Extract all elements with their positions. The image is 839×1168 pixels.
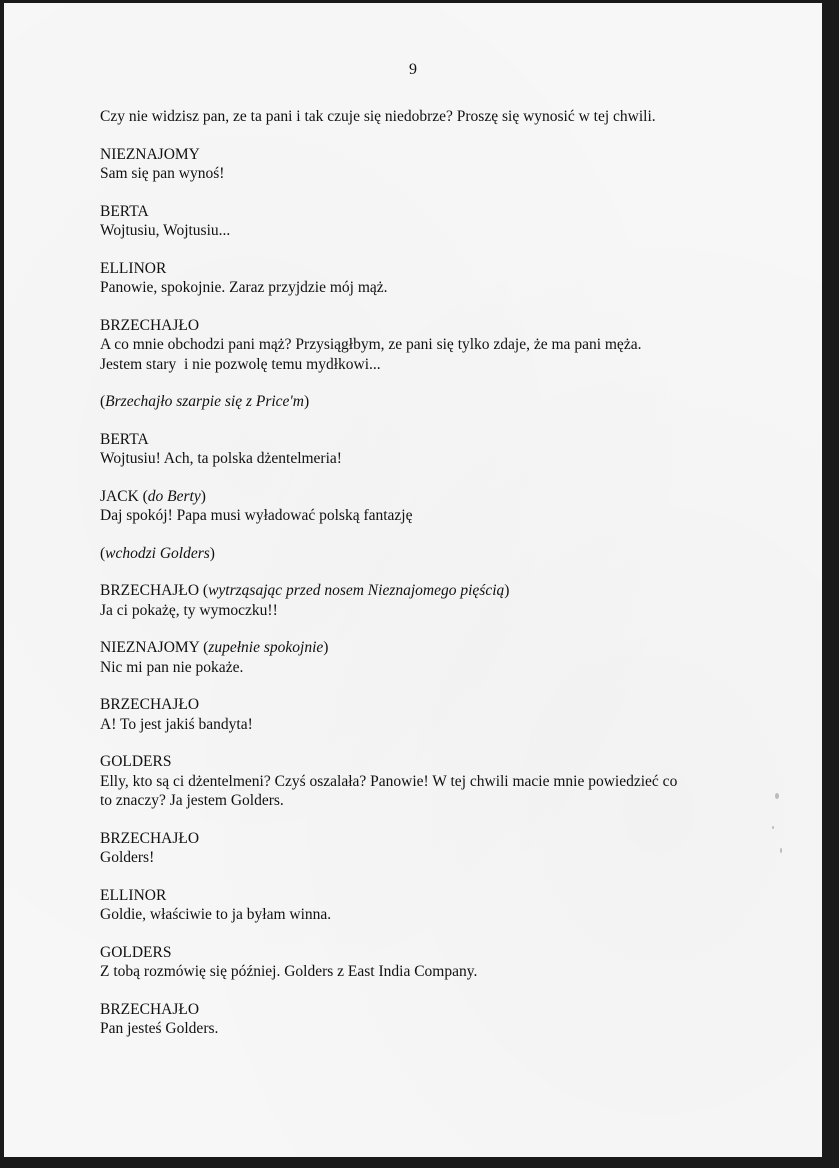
line-text: Czy nie widzisz pan, ze ta pani i tak czuje się niedobrze? Proszę się wynosić w tej chwili.: [100, 108, 656, 125]
line-text: ): [200, 487, 206, 505]
line-text: ): [209, 544, 215, 562]
script-text: [100, 107, 740, 1057]
text-line: [100, 791, 740, 811]
line-text: Jestem stary i nie pozwolę temu mydłkowi...: [100, 355, 381, 373]
text-line: [100, 259, 740, 279]
dialogue-block: [100, 943, 740, 982]
text-line: [100, 430, 740, 450]
text-line: [100, 601, 740, 621]
dialogue-block: [100, 886, 740, 925]
line-text: Daj spokój! Papa musi wyładować polską fantazję: [100, 507, 413, 524]
text-line: [100, 506, 740, 526]
line-text: NIEZNAJOMY: [100, 145, 200, 163]
text-line: [100, 962, 740, 982]
stage-direction-text: Brzechajło szarpie się z Price'm: [105, 393, 304, 410]
dialogue-block: [100, 695, 740, 734]
text-line: [100, 278, 740, 298]
text-line: [100, 658, 740, 678]
line-text: Goldie, właściwie to ja byłam winna.: [100, 906, 332, 923]
dialogue-block: [100, 638, 740, 677]
dialogue-block: [100, 581, 740, 620]
line-text: BERTA: [100, 202, 149, 220]
text-line: [100, 695, 740, 715]
dialogue-block: [100, 202, 740, 241]
stage-direction-text: wchodzi Golders: [105, 544, 210, 562]
text-line: [100, 905, 740, 925]
text-line: [100, 715, 740, 735]
line-text: BRZECHAJŁO: [100, 696, 200, 713]
line-text: BERTA: [100, 430, 149, 448]
text-line: [100, 1019, 740, 1039]
line-text: GOLDERS: [100, 753, 172, 770]
dialogue-block: [100, 829, 740, 868]
text-line: [100, 772, 740, 792]
line-text: BRZECHAJŁO: [100, 829, 200, 847]
text-line: [100, 355, 740, 375]
line-text: Wojtusiu, Wojtusiu...: [100, 222, 231, 239]
dialogue-block: [100, 430, 740, 469]
text-line: [100, 544, 740, 564]
dialogue-block: [100, 107, 740, 127]
scan-speck: [780, 848, 782, 853]
line-text: ELLINOR: [100, 259, 167, 277]
line-text: (: [100, 393, 106, 410]
dialogue-block: [100, 544, 740, 564]
dialogue-block: [100, 487, 740, 526]
line-text: ): [504, 582, 510, 599]
document-page: [4, 3, 822, 1157]
page-number: 9: [409, 61, 417, 78]
line-text: JACK (: [100, 487, 148, 505]
text-line: [100, 145, 740, 165]
stage-direction-text: zupełnie spokojnie: [208, 639, 324, 656]
line-text: A co mnie obchodzi pani mąż? Przysiągłbym, ze pani się tylko zdaje, że ma pani męża.: [100, 336, 642, 353]
line-text: ELLINOR: [100, 886, 167, 904]
line-text: BRZECHAJŁO: [100, 316, 200, 334]
stage-direction-text: wytrząsając przed nosem Nieznajomego pięścią: [208, 582, 505, 599]
line-text: Ja ci pokażę, ty wymoczku!!: [100, 601, 278, 619]
line-text: A! To jest jakiś bandyta!: [100, 715, 253, 733]
line-text: BRZECHAJŁO: [100, 1000, 200, 1018]
text-line: [100, 581, 740, 601]
line-text: to znaczy? Ja jestem Golders.: [100, 792, 284, 809]
text-line: [100, 221, 740, 241]
scan-speck: [772, 826, 774, 829]
line-text: BRZECHAJŁO (: [100, 582, 209, 599]
line-text: Panowie, spokojnie. Zaraz przyjdzie mój mąż.: [100, 279, 388, 296]
text-line: [100, 335, 740, 355]
dialogue-block: [100, 259, 740, 298]
line-text: Golders!: [100, 849, 155, 866]
line-text: NIEZNAJOMY (: [100, 639, 209, 656]
line-text: ): [323, 639, 329, 656]
dialogue-block: [100, 392, 740, 412]
text-line: [100, 848, 740, 868]
line-text: GOLDERS: [100, 943, 172, 961]
text-line: [100, 487, 740, 507]
text-line: [100, 638, 740, 658]
line-text: Wojtusiu! Ach, ta polska dżentelmeria!: [100, 450, 342, 467]
dialogue-block: [100, 145, 740, 184]
line-text: Elly, kto są ci dżentelmeni? Czyś oszalała? Panowie! W tej chwili macie mnie powiedzieć co: [100, 772, 678, 790]
text-line: [100, 449, 740, 469]
text-line: [100, 752, 740, 772]
line-text: (: [100, 544, 106, 562]
dialogue-block: [100, 1000, 740, 1039]
text-line: [100, 829, 740, 849]
text-line: [100, 392, 740, 412]
text-line: [100, 107, 740, 127]
text-line: [100, 1000, 740, 1020]
line-text: Pan jesteś Golders.: [100, 1020, 219, 1037]
line-text: Nic mi pan nie pokaże.: [100, 658, 244, 676]
line-text: Sam się pan wynoś!: [100, 165, 225, 182]
text-line: [100, 316, 740, 336]
dialogue-block: [100, 752, 740, 811]
text-line: [100, 943, 740, 963]
dialogue-block: [100, 316, 740, 375]
text-line: [100, 886, 740, 906]
scan-speck: [775, 793, 779, 799]
line-text: Z tobą rozmówię się później. Golders z East India Company.: [100, 963, 478, 980]
text-line: [100, 164, 740, 184]
stage-direction-text: do Berty: [147, 487, 201, 505]
line-text: ): [303, 393, 310, 410]
text-line: [100, 202, 740, 222]
